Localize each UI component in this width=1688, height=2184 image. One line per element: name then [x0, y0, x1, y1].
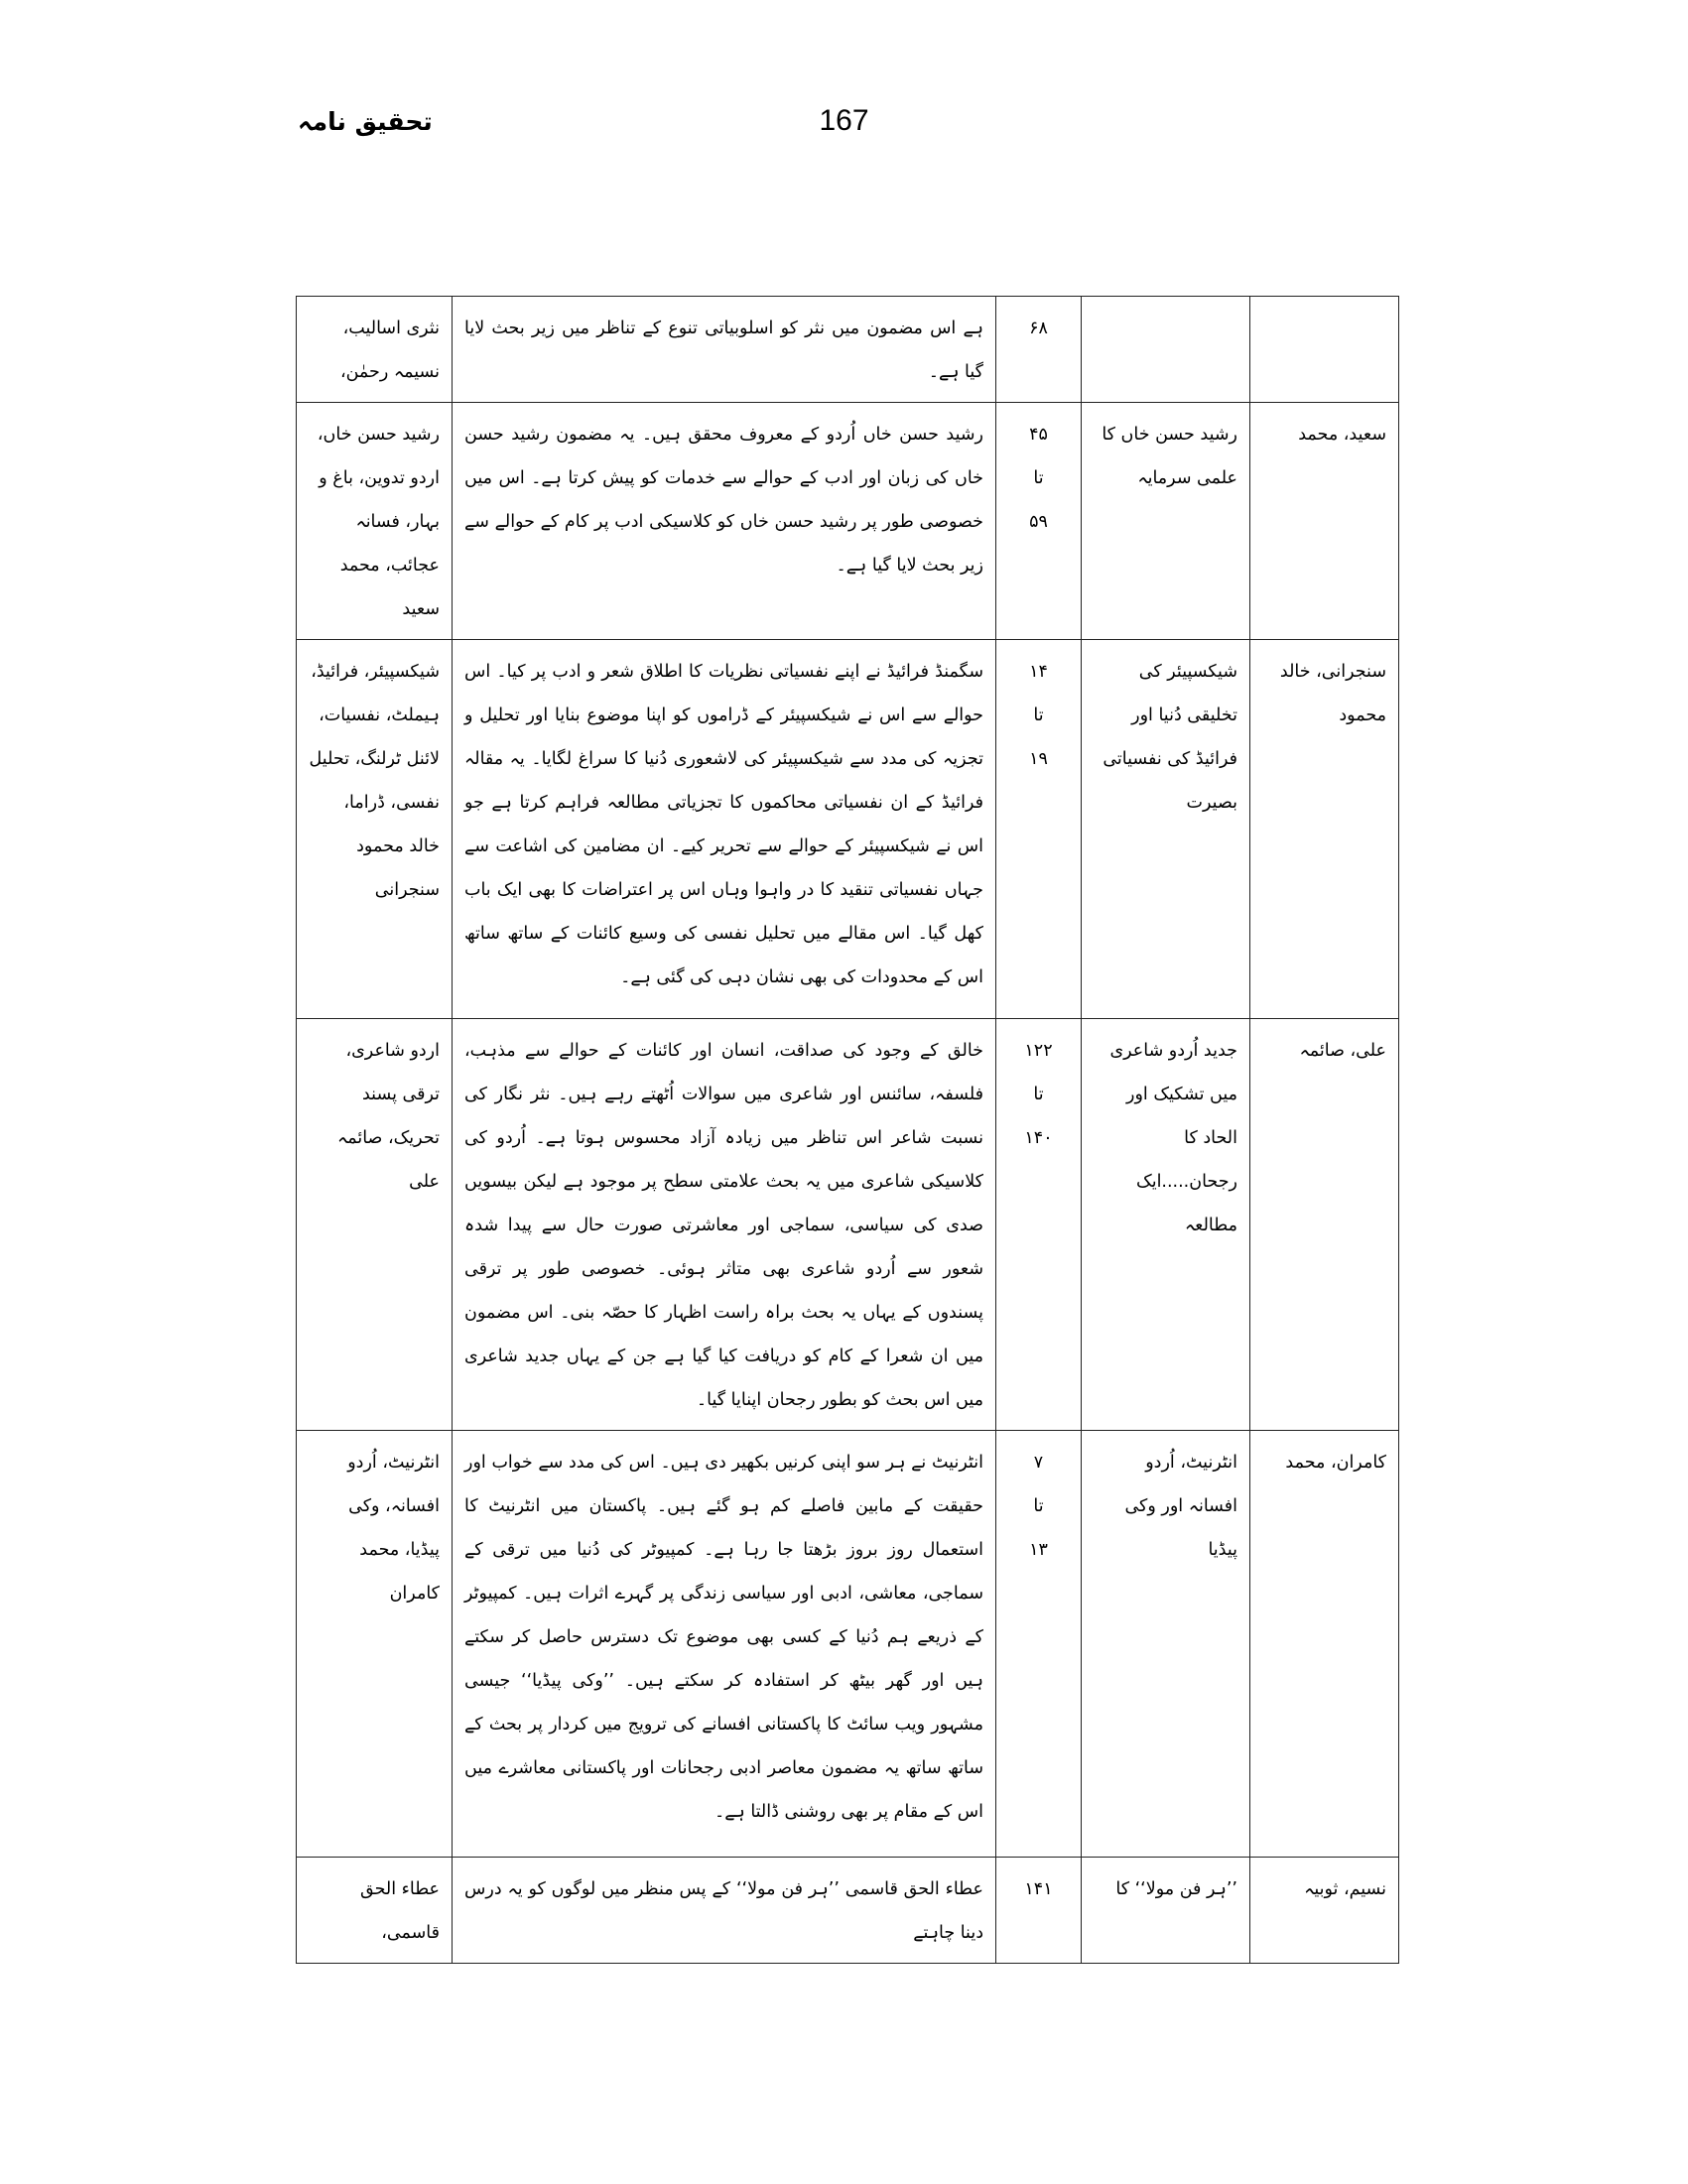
page-number: 167: [819, 104, 869, 137]
table-row: [297, 640, 1399, 1019]
table-row: [297, 403, 1399, 640]
author-cell: کامران، محمد: [1250, 1431, 1399, 1858]
abstract-cell: سگمنڈ فرائیڈ نے اپنے نفسیاتی نظریات کا اطلاق شعر و ادب پر کیا۔ اس حوالے سے اس نے شیکسپیئر کے ڈراموں کو اپنا موضوع بنایا اور تحلیل و تجزیہ کی مدد سے شیکسپیئر کی لاشعوری دُنیا کا سراغ لگایا۔ یہ مقالہ فرائیڈ کے ان نفسیاتی محاکموں کا تجزیاتی مطالعہ فراہم کرتا ہے جو اس نے شیکسپیئر کے حوالے سے تحریر کیے۔ ان مضامین کی اشاعت سے جہاں نفسیاتی تنقید کا در واہوا وہاں اس پر اعتراضات کا بھی ایک باب کھل گیا۔ اس مقالے میں تحلیل نفسی کی وسیع کائنات کے ساتھ ساتھ اس کے محدودات کی بھی نشان دہی کی گئی ہے۔: [453, 640, 996, 1019]
journal-title: تحقیق نامہ: [298, 107, 433, 136]
keywords-cell: اردو شاعری، ترقی پسند تحریک، صائمہ علی: [297, 1019, 453, 1431]
table-row: [297, 1019, 1399, 1431]
abstract-cell: رشید حسن خاں اُردو کے معروف محقق ہیں۔ یہ مضمون رشید حسن خاں کی زبان اور ادب کے حوالے سے خدمات کو پیش کرتا ہے۔ اس میں خصوصی طور پر رشید حسن خاں کو کلاسیکی ادب پر کام کے حوالے سے زیر بحث لایا گیا ہے۔: [453, 403, 996, 640]
title-cell: انٹرنیٹ، اُردو افسانہ اور وکی پیڈیا: [1082, 1431, 1250, 1858]
title-cell: جدید اُردو شاعری میں تشکیک اور الحاد کا رجحان.....ایک مطالعہ: [1082, 1019, 1250, 1431]
abstract-cell: خالق کے وجود کی صداقت، انسان اور کائنات کے حوالے سے مذہب، فلسفہ، سائنس اور شاعری میں سوالات اُٹھتے رہے ہیں۔ نثر نگار کی نسبت شاعر اس تناظر میں زیادہ آزاد محسوس ہوتا ہے۔ اُردو کی کلاسیکی شاعری میں یہ بحث علامتی سطح پر موجود ہے لیکن بیسویں صدی کی سیاسی، سماجی اور معاشرتی صورت حال سے پیدا شدہ شعور سے اُردو شاعری بھی متاثر ہوئی۔ خصوصی طور پر ترقی پسندوں کے یہاں یہ بحث براہ راست اظہار کا حصّہ بنی۔ اس مضمون میں ان شعرا کے کام کو دریافت کیا گیا ہے جن کے یہاں جدید شاعری میں اس بحث کو بطور رجحان اپنایا گیا۔: [453, 1019, 996, 1431]
pages-cell: ۱۴ تا ۱۹: [996, 640, 1082, 1019]
title-cell: [1082, 297, 1250, 403]
author-cell: نسیم، ثوبیہ: [1250, 1858, 1399, 1964]
abstract-cell: ہے اس مضمون میں نثر کو اسلوبیاتی تنوع کے تناظر میں زیر بحث لایا گیا ہے۔: [453, 297, 996, 403]
abstract-cell: عطاء الحق قاسمی ’’ہر فن مولا‘‘ کے پس منظر میں لوگوں کو یہ درس دینا چاہتے: [453, 1858, 996, 1964]
pages-cell: ۶۸: [996, 297, 1082, 403]
keywords-cell: نثری اسالیب، نسیمہ رحمٰن،: [297, 297, 453, 403]
pages-cell: ۴۵ تا ۵۹: [996, 403, 1082, 640]
author-cell: علی، صائمہ: [1250, 1019, 1399, 1431]
pages-cell: ۱۲۲ تا ۱۴۰: [996, 1019, 1082, 1431]
author-cell: سنجرانی، خالد محمود: [1250, 640, 1399, 1019]
keywords-cell: انٹرنیٹ، اُردو افسانہ، وکی پیڈیا، محمد کامران: [297, 1431, 453, 1858]
title-cell: رشید حسن خاں کا علمی سرمایہ: [1082, 403, 1250, 640]
title-cell: شیکسپیئر کی تخلیقی دُنیا اور فرائیڈ کی نفسیاتی بصیرت: [1082, 640, 1250, 1019]
table-row: [297, 297, 1399, 403]
pages-cell: ۱۴۱: [996, 1858, 1082, 1964]
keywords-cell: عطاء الحق قاسمی،: [297, 1858, 453, 1964]
author-cell: سعید، محمد: [1250, 403, 1399, 640]
keywords-cell: شیکسپیئر، فرائیڈ، ہیملٹ، نفسیات، لائنل ٹرلنگ، تحلیل نفسی، ڈراما، خالد محمود سنجرانی: [297, 640, 453, 1019]
keywords-cell: رشید حسن خاں، اردو تدوین، باغ و بہار، فسانہ عجائب، محمد سعید: [297, 403, 453, 640]
bibliography-table: [296, 296, 1399, 1964]
table-row: [297, 1431, 1399, 1858]
pages-cell: ۷ تا ۱۳: [996, 1431, 1082, 1858]
title-cell: ’’ہر فن مولا‘‘ کا: [1082, 1858, 1250, 1964]
table-row: [297, 1858, 1399, 1964]
author-cell: [1250, 297, 1399, 403]
abstract-cell: انٹرنیٹ نے ہر سو اپنی کرنیں بکھیر دی ہیں۔ اس کی مدد سے خواب اور حقیقت کے مابین فاصلے کم ہو گئے ہیں۔ پاکستان میں انٹرنیٹ کا استعمال روز بروز بڑھتا جا رہا ہے۔ کمپیوٹر کی دُنیا میں ترقی کے سماجی، معاشی، ادبی اور سیاسی زندگی پر گہرے اثرات ہیں۔ کمپیوٹر کے ذریعے ہم دُنیا کے کسی بھی موضوع تک دسترس حاصل کر سکتے ہیں اور گھر بیٹھ کر استفادہ کر سکتے ہیں۔ ’’وکی پیڈیا‘‘ جیسی مشہور ویب سائٹ کا پاکستانی افسانے کی ترویج میں کردار پر بحث کے ساتھ ساتھ یہ مضمون معاصر ادبی رجحانات اور پاکستانی معاشرے میں اس کے مقام پر بھی روشنی ڈالتا ہے۔: [453, 1431, 996, 1858]
